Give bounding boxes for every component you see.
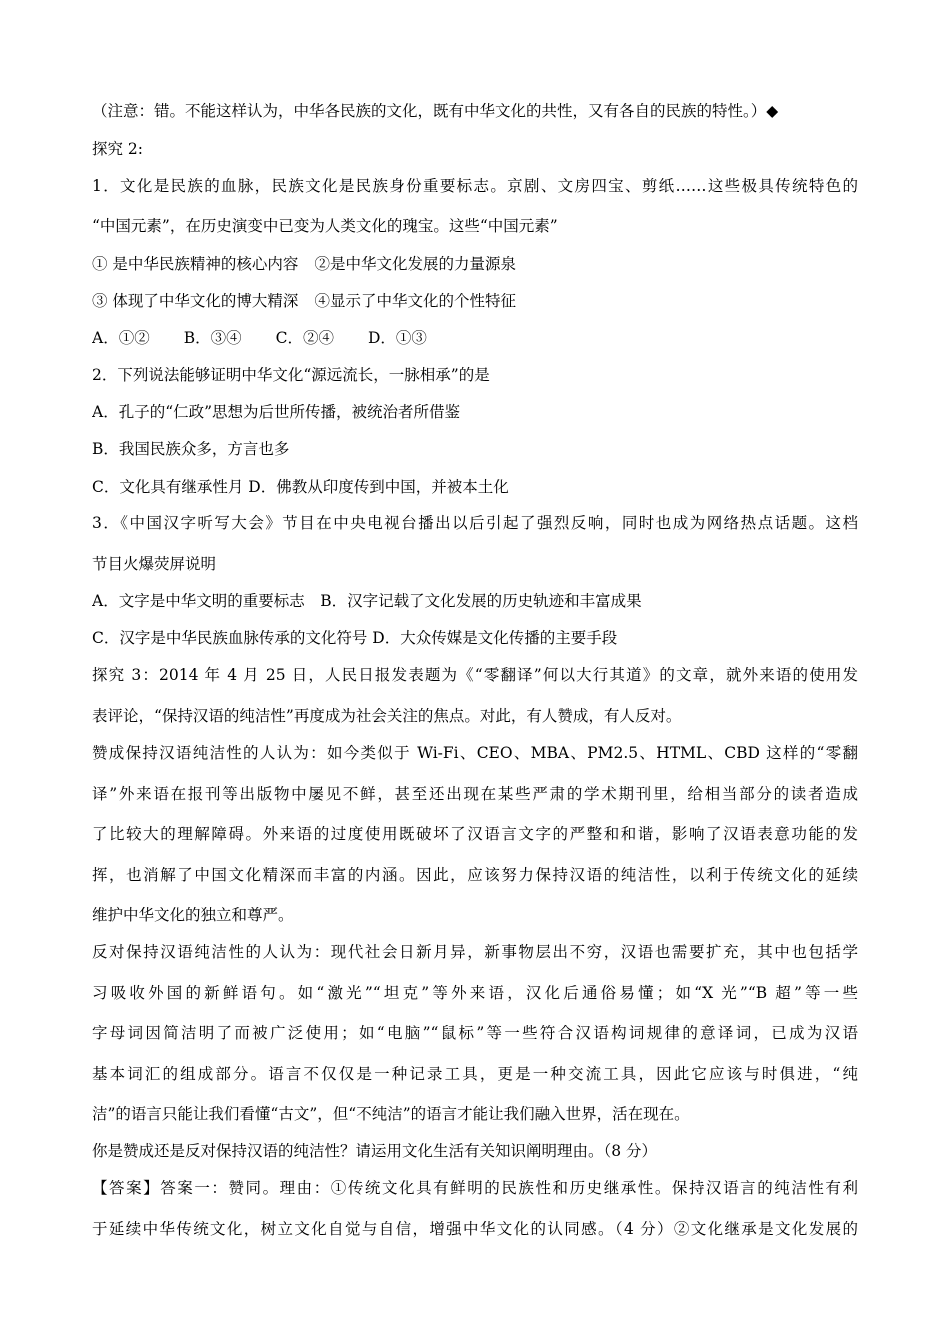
q3-stem-line2: 节目火爆荧屏说明: [92, 555, 217, 573]
con-paragraph-line: 反对保持汉语纯洁性的人认为：现代社会日新月异，新事物层出不穷，汉语也需要扩充，其中也包括学: [92, 943, 858, 961]
section3-question: 你是赞成还是反对保持汉语的纯洁性？请运用文化生活有关知识阐明理由。（8 分）: [92, 1142, 658, 1160]
q1-options-row: [92, 328, 862, 348]
q3-stem-line1: 3．《中国汉字听写大会》节目在中央电视台播出以后引起了强烈反响，同时也成为网络热点话题。这档: [92, 514, 858, 532]
q1-statement-4: ④显示了中华文化的个性特征: [314, 292, 516, 310]
q1-statement-2: ②是中华文化发展的力量源泉: [314, 255, 516, 273]
q1-option-a: A．①②: [92, 329, 150, 347]
pro-paragraph-line: 挥，也消解了中国文化精深而丰富的内涵。因此，应该努力保持汉语的纯洁性，以利于传统文化的延续: [92, 866, 858, 884]
q2-stem: 2．下列说法能够证明中华文化“源远流长，一脉相承”的是: [92, 366, 490, 384]
section3-intro-line2: 表评论，“保持汉语的纯洁性”再度成为社会关注的焦点。对此，有人赞成，有人反对。: [92, 707, 682, 725]
con-paragraph-line: 基本词汇的组成部分。语言不仅仅是一种记录工具，更是一种交流工具，因此它应该与时俱进，“纯: [92, 1065, 858, 1083]
answer-line1: 【答案】答案一：赞同。理由：①传统文化具有鲜明的民族性和历史继承性。保持汉语言的纯洁性有利: [92, 1179, 858, 1197]
q1-option-d: D．①③: [367, 329, 427, 347]
q3-option-ab: A．文字是中华文明的重要标志 B．汉字记载了文化发展的历史轨迹和丰富成果: [92, 592, 642, 610]
pro-paragraph-line: 维护中华文化的独立和尊严。: [92, 906, 294, 924]
q3-option-cd: C．汉字是中华民族血脉传承的文化符号 D．大众传媒是文化传播的主要手段: [92, 629, 618, 647]
section2-title: 探究 2:: [92, 140, 144, 158]
section3-intro-line1: 探究 3：2014 年 4 月 25 日，人民日报发表题为《“零翻译”何以大行其道》的文章，就外来语的使用发: [92, 666, 858, 684]
answer-line2: 于延续中华传统文化，树立文化自觉与自信，增强中华文化的认同感。（4 分）②文化继承是文化发展的: [92, 1220, 858, 1238]
q1-statements-row2: [92, 291, 862, 311]
q1-statements-row1: [92, 254, 862, 274]
con-paragraph-line: 习吸收外国的新鲜语句。如“激光”“坦克”等外来语，汉化后通俗易懂；如“X 光”“B 超”等一些: [92, 984, 858, 1002]
q1-statement-3: ③ 体现了中华文化的博大精深: [92, 292, 299, 310]
q1-option-b: B．③④: [183, 329, 242, 347]
note-line: （注意：错。不能这样认为，中华各民族的文化，既有中华文化的共性，又有各自的民族的特性。）◆: [92, 102, 779, 120]
con-paragraph-line: 洁”的语言只能让我们看懂“古文”，但“不纯洁”的语言才能让我们融入世界，活在现在。: [92, 1105, 690, 1123]
con-paragraph-line: 字母词因简洁明了而被广泛使用；如“电脑”“鼠标”等一些符合汉语构词规律的意译词，已成为汉语: [92, 1024, 858, 1042]
pro-paragraph-line: 赞成保持汉语纯洁性的人认为：如今类似于 Wi-Fi、CEO、MBA、PM2.5、HTML、CBD 这样的“零翻: [92, 744, 858, 762]
q2-option-b: B．我国民族众多，方言也多: [92, 440, 290, 458]
q1-stem-line1: 1．文化是民族的血脉，民族文化是民族身份重要标志。京剧、文房四宝、剪纸……这些极具传统特色的: [92, 177, 858, 195]
q1-option-c: C．②④: [275, 329, 334, 347]
q2-option-a: A．孔子的“仁政”思想为后世所传播，被统治者所借鉴: [92, 403, 461, 421]
pro-paragraph-line: 了比较大的理解障碍。外来语的过度使用既破坏了汉语言文字的严整和和谐，影响了汉语表意功能的发: [92, 825, 858, 843]
q1-stem-line2: “中国元素”，在历史演变中已变为人类文化的瑰宝。这些“中国元素”: [92, 217, 558, 235]
q2-option-cd: C．文化具有继承性月 D．佛教从印度传到中国，并被本土化: [92, 478, 509, 496]
q1-statement-1: ① 是中华民族精神的核心内容: [92, 255, 299, 273]
pro-paragraph-line: 译”外来语在报刊等出版物中屡见不鲜，甚至还出现在某些严肃的学术期刊里，给相当部分的读者造成: [92, 785, 858, 803]
